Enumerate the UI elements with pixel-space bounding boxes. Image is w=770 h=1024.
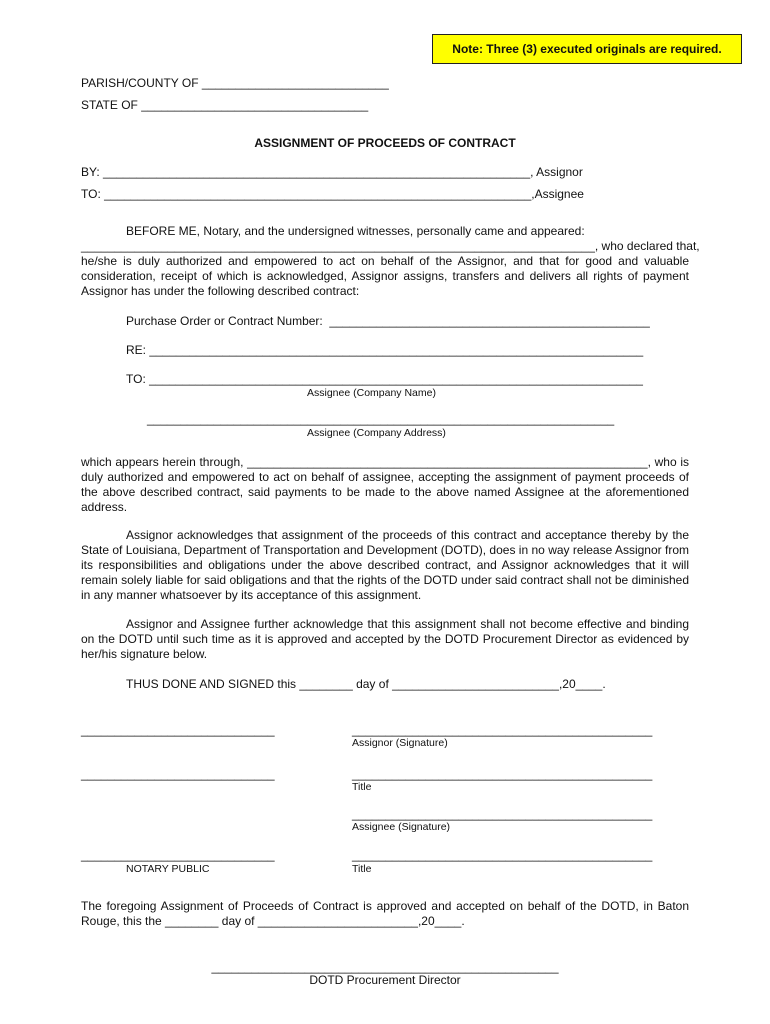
to-line: TO: __________________________________________________________________________ <box>126 372 643 386</box>
document-title: ASSIGNMENT OF PROCEEDS OF CONTRACT <box>254 136 516 150</box>
assignee-company-address-caption: Assignee (Company Address) <box>307 427 446 439</box>
thus-done-line: THUS DONE AND SIGNED this ________ day of _________________________,20____. <box>126 677 606 691</box>
director-caption: DOTD Procurement Director <box>309 973 461 987</box>
title-caption-1: Title <box>352 781 372 793</box>
sig-line-right-4: _____________________________________________ <box>352 848 653 862</box>
sig-line-left-3: _____________________________ <box>81 848 275 862</box>
para3: Assignor acknowledges that assignment of the proceeds of this contract and acceptance thereby by the State of Louisiana, Department of Transportation and Development (DOTD), does in no way release Assignor from its responsibilities and obligations under the above described contract, and Assignor acknowledges that it will remain solely liable for said obligations and that the rights of the DOTD under said contract shall not be diminished in any manner whatsoever by its acceptance of this assignment. <box>81 528 689 602</box>
sig-line-right-1: _____________________________________________ <box>352 723 653 737</box>
state-line: STATE OF __________________________________ <box>81 98 369 112</box>
parish-line: PARISH/COUNTY OF ____________________________ <box>81 76 389 90</box>
sig-line-left-2: _____________________________ <box>81 767 275 781</box>
title-caption-2: Title <box>352 863 372 875</box>
po-contract-number-line: Purchase Order or Contract Number: ________________________________________________ <box>126 314 650 328</box>
approval-paragraph: The foregoing Assignment of Proceeds of Contract is approved and accepted on behalf of the DOTD, in Baton Rouge, this the ________ day of ________________________,20____. <box>81 899 689 928</box>
note-text: Note: Three (3) executed originals are required. <box>452 42 722 56</box>
notary-public-caption: NOTARY PUBLIC <box>126 863 210 875</box>
to-assignee-line: TO: ________________________________________________________________,Assignee <box>81 187 584 201</box>
para4: Assignor and Assignee further acknowledge that this assignment shall not become effective and binding on the DOTD until such time as it is approved and accepted by the DOTD Procurement Director as evidenced by her/his signature below. <box>81 617 689 661</box>
para1-line2: _____________________________________________________________________________, who declared that, <box>81 239 700 253</box>
sig-line-left-1: _____________________________ <box>81 723 275 737</box>
address-line: ______________________________________________________________________ <box>147 412 615 426</box>
by-assignor-line: BY: ________________________________________________________________, Assignor <box>81 165 583 179</box>
para1-body: he/she is duly authorized and empowered to act on behalf of the Assignor, and that for good and valuable consideration, receipt of which is acknowledged, Assignor assigns, transfers and delivers all rights of payment Assignor has under the following described contract: <box>81 254 689 298</box>
assignee-company-name-caption: Assignee (Company Name) <box>307 387 436 399</box>
para2: which appears herein through, ____________________________________________________________, who is duly authorized and empowered to act on behalf of assignee, accepting the assignment of payment proceeds of the above described contract, said payments to be made to the above named Assignee at the aforementioned address. <box>81 455 689 514</box>
assignee-signature-caption: Assignee (Signature) <box>352 821 451 833</box>
para1-line1: BEFORE ME, Notary, and the undersigned witnesses, personally came and appeared: <box>126 224 585 238</box>
note-box <box>432 34 742 64</box>
sig-line-right-3: _____________________________________________ <box>352 807 653 821</box>
sig-line-right-2: _____________________________________________ <box>352 767 653 781</box>
assignor-signature-caption: Assignor (Signature) <box>352 737 448 749</box>
re-line: RE: __________________________________________________________________________ <box>126 343 644 357</box>
director-signature-line: ____________________________________________________ <box>211 960 559 974</box>
